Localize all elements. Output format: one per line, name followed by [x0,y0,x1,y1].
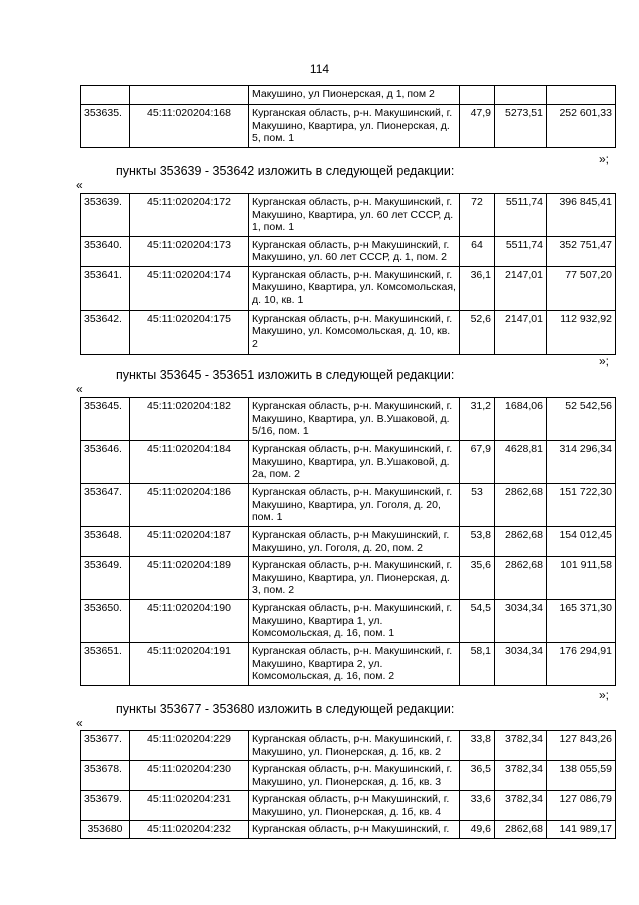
cell-area: 49,6 [460,821,495,839]
cell-number: 353646. [81,441,130,484]
cell-cadastral: 45:11:020204:175 [130,310,249,354]
cell-number: 353650. [81,600,130,643]
cell-cost: 314 296,34 [547,441,616,484]
cell-cost [547,86,616,105]
cell-rate: 2862,68 [495,557,547,600]
cell-cost: 138 055,59 [547,761,616,791]
cell-number: 353649. [81,557,130,600]
cell-rate: 5511,74 [495,236,547,266]
cell-rate: 2862,68 [495,484,547,527]
cell-area: 36,1 [460,266,495,310]
cell-area: 36,5 [460,761,495,791]
cell-cadastral: 45:11:020204:231 [130,791,249,821]
cell-area: 67,9 [460,441,495,484]
cell-address: Курганская область, р-н. Макушинский, г. Макушино, Квартира, ул. В.Ушаковой, д. 2а, пом. 2 [249,441,460,484]
cell-cost: 151 722,30 [547,484,616,527]
cell-rate: 2862,68 [495,527,547,557]
cell-cadastral: 45:11:020204:182 [130,398,249,441]
cell-address: Курганская область, р-н. Макушинский, г. Макушино, Квартира 1, ул. Комсомольская, д. 16, пом. 1 [249,600,460,643]
section-heading: пункты 353677 - 353680 изложить в следующей редакции: [116,702,455,716]
cell-cadastral: 45:11:020204:230 [130,761,249,791]
cell-rate: 2147,01 [495,310,547,354]
cell-number: 353678. [81,761,130,791]
cell-cadastral: 45:11:020204:190 [130,600,249,643]
cell-cadastral: 45:11:020204:173 [130,236,249,266]
cell-number: 353651. [81,643,130,686]
cell-number: 353645. [81,398,130,441]
cell-number: 353635. [81,105,130,148]
cell-number: 353680 [81,821,130,839]
table-row [81,600,616,643]
cell-area: 72 [460,194,495,237]
cell-cadastral: 45:11:020204:229 [130,731,249,761]
table-row [81,761,616,791]
cell-number: 353640. [81,236,130,266]
closing-quote: »; [598,354,609,368]
table-points-353639-353642 [80,193,616,355]
cell-cost: 252 601,33 [547,105,616,148]
cell-area: 53,8 [460,527,495,557]
cell-number: 353677. [81,731,130,761]
cell-number: 353641. [81,266,130,310]
cell-number: 353679. [81,791,130,821]
cell-number: 353639. [81,194,130,237]
table-row [81,527,616,557]
cell-cost: 165 371,30 [547,600,616,643]
cell-cost: 77 507,20 [547,266,616,310]
cell-area [460,86,495,105]
cell-rate: 3782,34 [495,761,547,791]
cell-cost: 396 845,41 [547,194,616,237]
cell-number: 353647. [81,484,130,527]
cell-address: Курганская область, р-н. Макушинский, г. Макушино, Квартира, ул. Пионерская, д. 3, пом. 2 [249,557,460,600]
cell-rate: 2862,68 [495,821,547,839]
cell-rate: 5273,51 [495,105,547,148]
cell-rate: 4628,81 [495,441,547,484]
cell-address: Курганская область, р-н Макушинский, г. Макушино, ул. Гоголя, д. 20, пом. 2 [249,527,460,557]
cell-address: Курганская область, р-н. Макушинский, г. Макушино, ул. Пионерская, д. 1б, кв. 2 [249,731,460,761]
closing-quote: »; [598,688,609,702]
cell-rate: 5511,74 [495,194,547,237]
table-row [81,105,616,148]
table-row [81,731,616,761]
cell-area: 33,8 [460,731,495,761]
cell-rate: 3782,34 [495,791,547,821]
cell-rate: 3034,34 [495,600,547,643]
cell-number [81,86,130,105]
closing-quote: »; [598,152,609,166]
table-points-353677-353680 [80,730,616,839]
cell-cadastral: 45:11:020204:168 [130,105,249,148]
cell-cost: 101 911,58 [547,557,616,600]
cell-number: 353648. [81,527,130,557]
cell-area: 53 [460,484,495,527]
cell-cost: 176 294,91 [547,643,616,686]
table-row [81,441,616,484]
cell-cost: 112 932,92 [547,310,616,354]
cell-number: 353642. [81,310,130,354]
cell-area: 31,2 [460,398,495,441]
cell-cadastral: 45:11:020204:174 [130,266,249,310]
cell-cost: 154 012,45 [547,527,616,557]
page-number: 114 [309,62,330,76]
table-row [81,557,616,600]
cell-address: Курганская область, р-н. Макушинский, г. Макушино, Квартира, ул. Пионерская, д. 5, пом. 1 [249,105,460,148]
table-row [81,821,616,839]
table-row [81,643,616,686]
table-points-353645-353651 [80,397,616,686]
cell-cost: 141 989,17 [547,821,616,839]
cell-address: Курганская область, р-н. Макушинский, г. Макушино, Квартира, ул. В.Ушаковой, д. 5/16, пом. 1 [249,398,460,441]
cell-address: Курганская область, р-н Макушинский, г. [249,821,460,839]
cell-cadastral: 45:11:020204:191 [130,643,249,686]
table-row [81,398,616,441]
opening-quote: « [76,178,83,192]
cell-address: Курганская область, р-н. Макушинский, г. Макушино, Квартира, ул. Гоголя, д. 20, пом. 1 [249,484,460,527]
table-row [81,310,616,354]
table-row [81,484,616,527]
cell-cost: 127 086,79 [547,791,616,821]
cell-cost: 52 542,56 [547,398,616,441]
cell-cadastral: 45:11:020204:186 [130,484,249,527]
opening-quote: « [76,716,83,730]
table-row [81,791,616,821]
cell-rate: 3034,34 [495,643,547,686]
section-heading: пункты 353639 - 353642 изложить в следующей редакции: [116,164,455,178]
cell-area: 33,6 [460,791,495,821]
cell-address: Курганская область, р-н. Макушинский, г. Макушино, Квартира 2, ул. Комсомольская, д. 16, пом. 2 [249,643,460,686]
cell-rate: 3782,34 [495,731,547,761]
cell-address: Курганская область, р-н. Макушинский, г. Макушино, ул. Комсомольская, д. 10, кв. 2 [249,310,460,354]
cell-cadastral: 45:11:020204:187 [130,527,249,557]
opening-quote: « [76,382,83,396]
cell-cost: 127 843,26 [547,731,616,761]
table-row [81,194,616,237]
section-heading: пункты 353645 - 353651 изложить в следующей редакции: [116,368,455,382]
cell-area: 54,5 [460,600,495,643]
table-registry-continued [80,85,616,148]
table-row [81,236,616,266]
cell-address: Курганская область, р-н. Макушинский, г. Макушино, ул. Пионерская, д. 1б, кв. 3 [249,761,460,791]
cell-cadastral [130,86,249,105]
cell-area: 47,9 [460,105,495,148]
cell-address: Курганская область, р-н Макушинский, г. Макушино, ул. Пионерская, д. 1б, кв. 4 [249,791,460,821]
cell-address: Курганская область, р-н. Макушинский, г. Макушино, Квартира, ул. Комсомольская, д. 10, кв. 1 [249,266,460,310]
table-row [81,266,616,310]
cell-address: Макушино, ул Пионерская, д 1, пом 2 [249,86,460,105]
cell-rate [495,86,547,105]
cell-address: Курганская область, р-н Макушинский, г. Макушино, ул. 60 лет СССР, д. 1, пом. 2 [249,236,460,266]
cell-address: Курганская область, р-н. Макушинский, г. Макушино, Квартира, ул. 60 лет СССР, д. 1, пом. 1 [249,194,460,237]
cell-area: 35,6 [460,557,495,600]
cell-rate: 2147,01 [495,266,547,310]
cell-area: 64 [460,236,495,266]
table-row [81,86,616,105]
cell-cost: 352 751,47 [547,236,616,266]
cell-cadastral: 45:11:020204:232 [130,821,249,839]
cell-area: 58,1 [460,643,495,686]
cell-cadastral: 45:11:020204:172 [130,194,249,237]
cell-cadastral: 45:11:020204:189 [130,557,249,600]
cell-cadastral: 45:11:020204:184 [130,441,249,484]
cell-area: 52,6 [460,310,495,354]
cell-rate: 1684,06 [495,398,547,441]
